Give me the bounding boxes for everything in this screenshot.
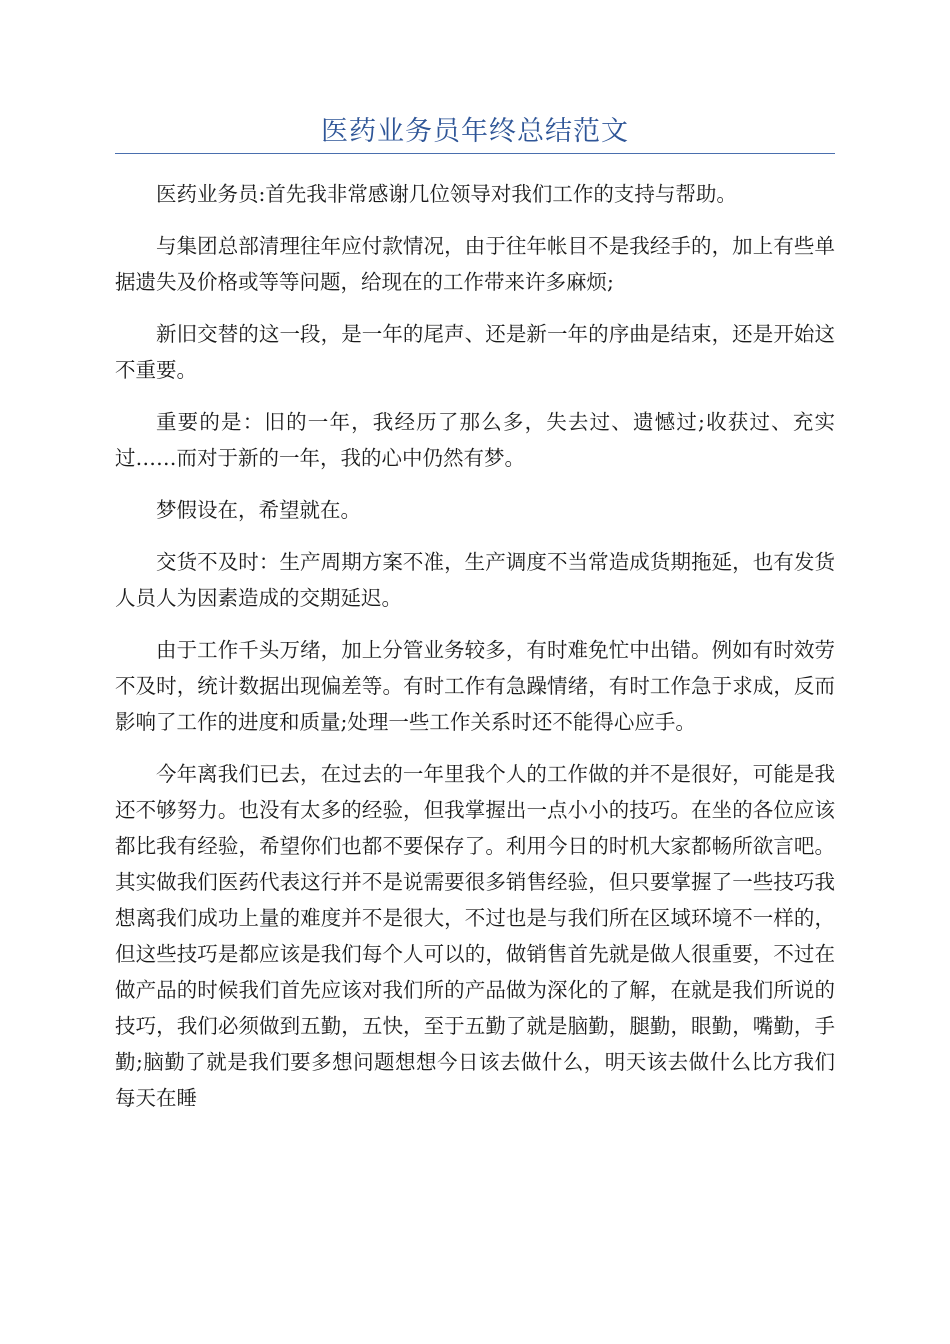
paragraph-6: 交货不及时：生产周期方案不准，生产调度不当常造成货期拖延，也有发货人员人为因素造成的交期延迟。 xyxy=(115,550,835,610)
document-body xyxy=(115,176,835,1132)
paragraph-2: 与集团总部清理往年应付款情况，由于往年帐目不是我经手的，加上有些单据遗失及价格或等等问题，给现在的工作带来许多麻烦; xyxy=(115,234,835,294)
title-underline xyxy=(115,153,835,154)
paragraph-1: 医药业务员:首先我非常感谢几位领导对我们工作的支持与帮助。 xyxy=(156,182,737,206)
document-title: 医药业务员年终总结范文 xyxy=(321,116,629,147)
paragraph-5: 梦假设在，希望就在。 xyxy=(156,498,361,522)
paragraph-7: 由于工作千头万绪，加上分管业务较多，有时难免忙中出错。例如有时效劳不及时，统计数据出现偏差等。有时工作有急躁情绪，有时工作急于求成，反而影响了工作的进度和质量;处理一些工作关系时还不能得心应手。 xyxy=(115,638,835,734)
paragraph-8: 今年离我们已去，在过去的一年里我个人的工作做的并不是很好，可能是我还不够努力。也没有太多的经验，但我掌握出一点小小的技巧。在坐的各位应该都比我有经验，希望你们也都不要保存了。利用今日的时机大家都畅所欲言吧。其实做我们医药代表这行并不是说需要很多销售经验，但只要掌握了一些技巧我想离我们成功上量的难度并不是很大，不过也是与我们所在区域环境不一样的，但这些技巧是都应该是我们每个人可以的，做销售首先就是做人很重要，不过在做产品的时候我们首先应该对我们所的产品做为深化的了解，在就是我们所说的技巧，我们必须做到五勤，五快，至于五勤了就是脑勤，腿勤，眼勤，嘴勤，手勤;脑勤了就是我们要多想问题想想今日该去做什么，明天该去做什么比方我们每天在睡 xyxy=(115,762,835,1110)
paragraph-3: 新旧交替的这一段，是一年的尾声、还是新一年的序曲是结束，还是开始这不重要。 xyxy=(115,322,835,382)
paragraph-4: 重要的是：旧的一年，我经历了那么多，失去过、遗憾过;收获过、充实过……而对于新的一年，我的心中仍然有梦。 xyxy=(115,410,835,470)
